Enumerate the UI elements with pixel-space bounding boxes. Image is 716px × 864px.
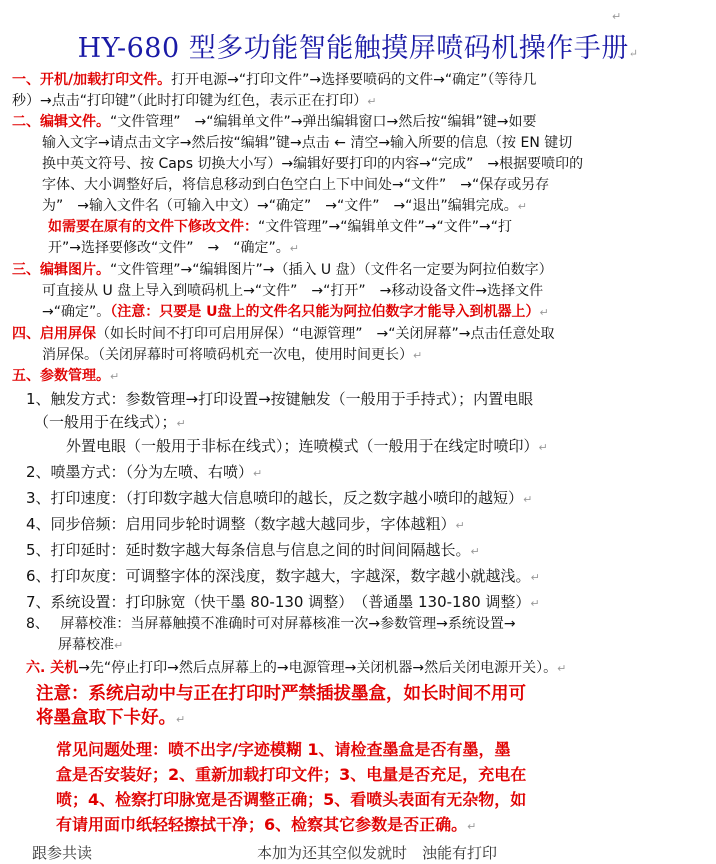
cut-off-text-line: 跟参共读 本加为还其空似发就时 浊能有打印 xyxy=(32,844,498,862)
paragraph-mark: ↵ xyxy=(539,306,549,319)
section-2-line-5: 为” →输入文件名（可输入中文）→“确定” →“文件” →“退出”编辑完成。↵ xyxy=(42,198,527,214)
param-item-1-cont: （一般用于在线式）；↵ xyxy=(34,413,186,431)
param-item-7: 7、系统设置：打印脉宽（快干墨 80-130 调整） （普通墨 130-180 调整）↵ xyxy=(26,593,540,611)
paragraph-mark: ↵ xyxy=(538,441,548,454)
section-4-line-2: 消屏保。（关闭屏幕时可将喷码机充一次电，使用时间更长）↵ xyxy=(42,347,423,363)
section-2-line-3: 换中英文符号、按 Caps 切换大小写）→编辑好要打印的内容→“完成” →根据要喷印的 xyxy=(42,156,584,172)
section-2-modify-line-2: 开”→选择要修改“文件” → “确定”。↵ xyxy=(48,240,299,256)
paragraph-mark: ↵ xyxy=(523,493,533,506)
faq-line-1: 常见问题处理：喷不出字/字迹模糊 1、请检查墨盒是否有墨，墨 xyxy=(56,740,511,759)
title-text: HY-680 型多功能智能触摸屏喷码机操作手册 xyxy=(77,33,629,64)
paragraph-mark: ↵ xyxy=(628,47,639,60)
paragraph-mark: ↵ xyxy=(455,519,465,532)
section-2-line-1: 二、编辑文件。“文件管理” →“编辑单文件”→弹出编辑窗口→然后按“编辑”键→如要 xyxy=(12,114,537,130)
paragraph-mark: ↵ xyxy=(289,242,299,255)
paragraph-mark: ↵ xyxy=(467,820,477,833)
section-3-line-2: 可直接从 U 盘上导入到喷码机上→“文件” →“打开” →移动设备文件→选择文件 xyxy=(42,283,544,299)
section-3-heading: 三、编辑图片。 xyxy=(12,262,110,278)
section-4-line-1: 四、启用屏保（如长时间不打印可启用屏保）“电源管理” →“关闭屏幕”→点击任意处取 xyxy=(12,326,555,342)
paragraph-mark: ↵ xyxy=(530,597,540,610)
section-3-line-1: 三、编辑图片。“文件管理”→“编辑图片”→（插入 U 盘）（文件名一定要为阿拉伯数字） xyxy=(12,262,553,278)
usb-filename-note: （注意：只要是 U盘上的文件名只能为阿拉伯数字才能导入到机器上） xyxy=(110,304,540,320)
section-2-modify-line-1: 如需要在原有的文件下修改文件：“文件管理”→“编辑单文件”→“文件”→“打 xyxy=(48,219,512,235)
section-1-line-1 xyxy=(12,71,536,89)
paragraph-mark: ↵ xyxy=(557,662,567,675)
section-1-heading: 一、开机/加载打印文件。 xyxy=(12,72,172,88)
paragraph-mark: ↵ xyxy=(176,417,186,430)
paragraph-mark: ↵ xyxy=(517,200,527,213)
section-1-line-2: 秒）→点击“打印键”（此时打印键为红色，表示正在打印）↵ xyxy=(12,93,377,109)
param-item-6: 6、打印灰度：可调整字体的深浅度，数字越大，字越深，数字越小就越浅。↵ xyxy=(26,567,540,585)
modify-heading: 如需要在原有的文件下修改文件： xyxy=(48,219,258,235)
section-5-heading-line xyxy=(12,367,119,386)
paragraph-mark: ↵ xyxy=(176,713,186,726)
param-item-4: 4、同步倍频：启用同步轮时调整（数字越大越同步，字体越粗）↵ xyxy=(26,515,465,533)
param-item-5: 5、打印延时：延时数字越大每条信息与信息之间的时间间隔越长。↵ xyxy=(26,541,480,559)
section-1-text: 打开电源→“打印文件”→选择要喷码的文件→“确定”（等待几 xyxy=(171,72,537,88)
notice-line-2: 将墨盒取下卡好。↵ xyxy=(36,708,186,728)
section-2-line-4: 字体、大小调整好后，将信息移动到白色空白上下中间处→“文件” →“保存或另存 xyxy=(42,177,550,193)
paragraph-mark: ↵ xyxy=(253,467,263,480)
paragraph-mark: ↵ xyxy=(612,10,622,23)
section-6-heading: 六. 关机 xyxy=(26,660,79,676)
paragraph-mark: ↵ xyxy=(367,95,377,108)
paragraph-mark: ↵ xyxy=(110,370,120,383)
param-item-8: 8、 屏幕校准：当屏幕触摸不准确时可对屏幕核准一次→参数管理→系统设置→ xyxy=(26,616,516,632)
section-2-heading: 二、编辑文件。 xyxy=(12,114,110,130)
section-2-line-2: 输入文字→请点击文字→然后按“编辑”键→点击 ← 清空→输入所要的信息（按 EN 键切 xyxy=(42,135,573,151)
faq-line-4: 有请用面巾纸轻轻擦拭干净；6、检察其它参数是否正确。↵ xyxy=(56,815,477,834)
param-item-1: 1、触发方式：参数管理→打印设置→按键触发（一般用于手持式）；内置电眼 xyxy=(26,390,534,408)
paragraph-mark: ↵ xyxy=(470,545,480,558)
section-5-heading: 五、参数管理。 xyxy=(12,368,110,384)
param-item-2: 2、喷墨方式：（分为左喷、右喷）↵ xyxy=(26,463,263,481)
faq-line-3: 喷；4、检察打印脉宽是否调整正确；5、看喷头表面有无杂物，如 xyxy=(56,790,527,809)
section-6-line: 六. 关机→先“停止打印→然后点屏幕上的→电源管理→关闭机器→然后关闭电源开关）。↵ xyxy=(26,660,567,676)
paragraph-mark: ↵ xyxy=(413,349,423,362)
param-item-1-external: 外置电眼（一般用于非标在线式）；连喷模式（一般用于在线定时喷印）↵ xyxy=(66,437,548,455)
paragraph-mark: ↵ xyxy=(114,639,124,652)
param-item-8-cont: 屏幕校准↵ xyxy=(58,637,124,653)
faq-line-2: 盒是否安装好；2、重新加载打印文件；3、电量是否充足，充电在 xyxy=(56,765,527,784)
section-4-heading: 四、启用屏保 xyxy=(12,326,96,342)
param-item-3: 3、打印速度：（打印数字越大信息喷印的越长，反之数字越小喷印的越短）↵ xyxy=(26,489,533,507)
notice-line-1: 注意：系统启动中与正在打印时严禁插拔墨盒，如长时间不用可 xyxy=(36,684,526,704)
section-3-line-3: →“确定”。（注意：只要是 U盘上的文件名只能为阿拉伯数字才能导入到机器上）↵ xyxy=(42,304,549,320)
paragraph-mark: ↵ xyxy=(530,571,540,584)
page-title xyxy=(0,26,716,65)
